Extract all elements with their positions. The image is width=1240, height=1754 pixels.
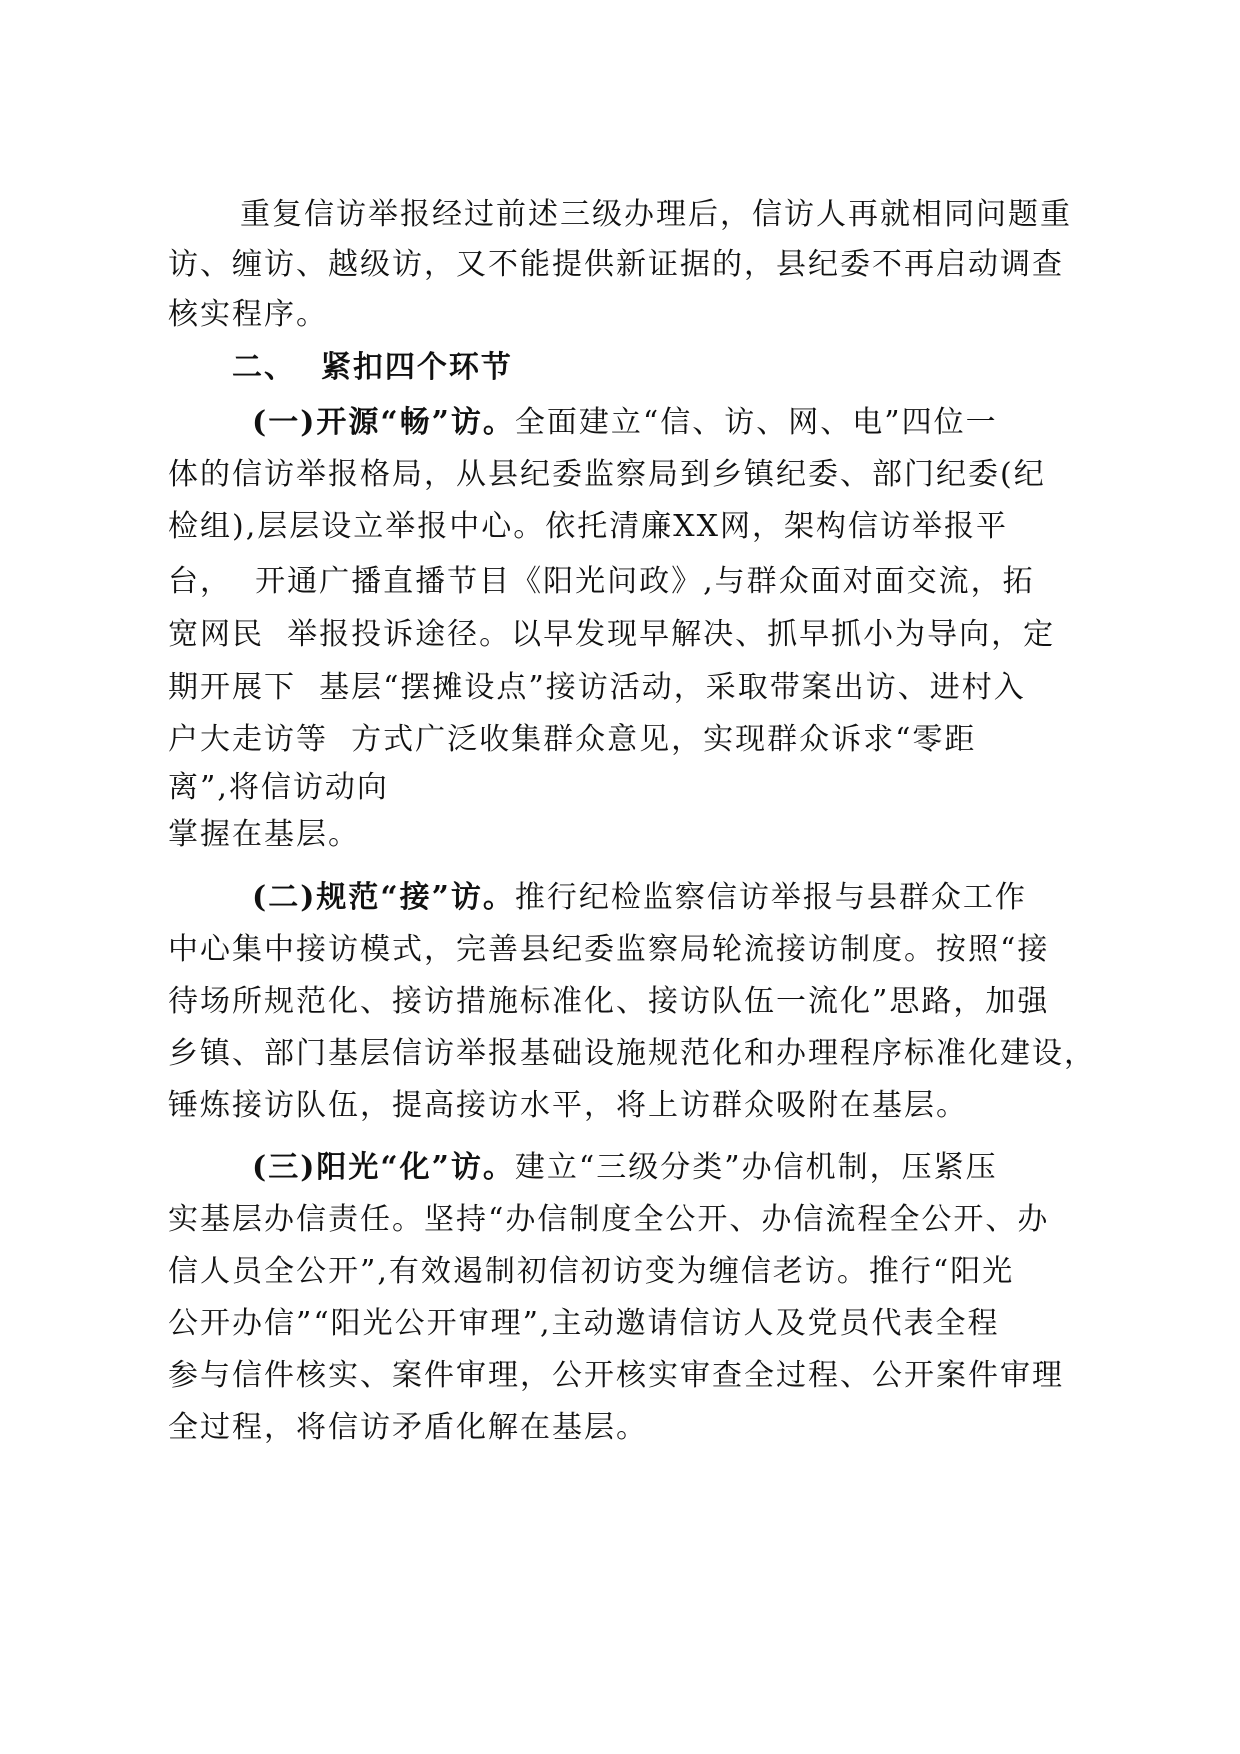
item-3-title: (三)阳光“化”访。 <box>252 1150 515 1185</box>
item-3-line-6: 全过程，将信访矛盾化解在基层。 <box>168 1410 648 1445</box>
item-2-line-4: 乡镇、部门基层信访举报基础设施规范化和办理程序标准化建设， <box>168 1036 1096 1071</box>
item-1-title: (一)开源“畅”访。 <box>252 405 515 440</box>
item-1-line-2: 体的信访举报格局，从县纪委监察局到乡镇纪委、部门纪委(纪 <box>168 457 1046 492</box>
item-1-line-6: 期开展下 基层“摆摊设点”接访活动，采取带案出访、进村入 <box>168 670 1026 705</box>
item-2-line-2: 中心集中接访模式，完善县纪委监察局轮流接访制度。按照“接 <box>168 932 1050 967</box>
item-3-line-2: 实基层办信责任。坚持“办信制度全公开、办信流程全公开、办 <box>168 1202 1050 1237</box>
paragraph-1-line-1: 重复信访举报经过前述三级办理后，信访人再就相同问题重 <box>240 197 1072 232</box>
item-1-line-4: 台， 开通广播直播节目《阳光问政》,与群众面对面交流，拓 <box>168 564 1035 599</box>
item-2-title: (二)规范“接”访。 <box>252 880 515 915</box>
item-2-line-1: 推行纪检监察信访举报与县群众工作 <box>514 880 1027 915</box>
item-1-line-1: 全面建立“信、访、网、电”四位一 <box>514 405 998 440</box>
item-1-line-9: 掌握在基层。 <box>168 817 360 852</box>
item-2-line-5: 锤炼接访队伍，提高接访水平，将上访群众吸附在基层。 <box>168 1088 968 1123</box>
item-3-line-3: 信人员全公开”,有效遏制初信初访变为缠信老访。推行“阳光 <box>168 1254 1015 1289</box>
item-1-line-7: 户大走访等 方式广泛收集群众意见，实现群众诉求“零距 <box>168 722 977 757</box>
item-1-first-line <box>252 403 998 443</box>
item-3-first-line <box>252 1148 998 1188</box>
item-3-line-4: 公开办信”“阳光公开审理”,主动邀请信访人及党员代表全程 <box>168 1306 1000 1341</box>
item-1-line-8: 离”,将信访动向 <box>168 770 389 805</box>
paragraph-1-line-3: 核实程序。 <box>168 297 328 332</box>
item-3-line-1: 建立“三级分类”办信机制，压紧压 <box>514 1150 998 1185</box>
item-2-line-3: 待场所规范化、接访措施标准化、接访队伍一流化”思路，加强 <box>168 984 1050 1019</box>
item-3-line-5: 参与信件核实、案件审理，公开核实审查全过程、公开案件审理 <box>168 1358 1064 1393</box>
item-1-line-5: 宽网民 举报投诉途径。以早发现早解决、抓早抓小为导向，定 <box>168 617 1056 652</box>
item-1-line-3: 检组),层层设立举报中心。依托清廉XX网，架构信访举报平 <box>168 509 1008 544</box>
paragraph-1-line-2: 访、缠访、越级访，又不能提供新证据的，县纪委不再启动调查 <box>168 247 1064 282</box>
item-2-first-line <box>252 878 1027 918</box>
section-heading: 二、 紧扣四个环节 <box>232 350 513 385</box>
